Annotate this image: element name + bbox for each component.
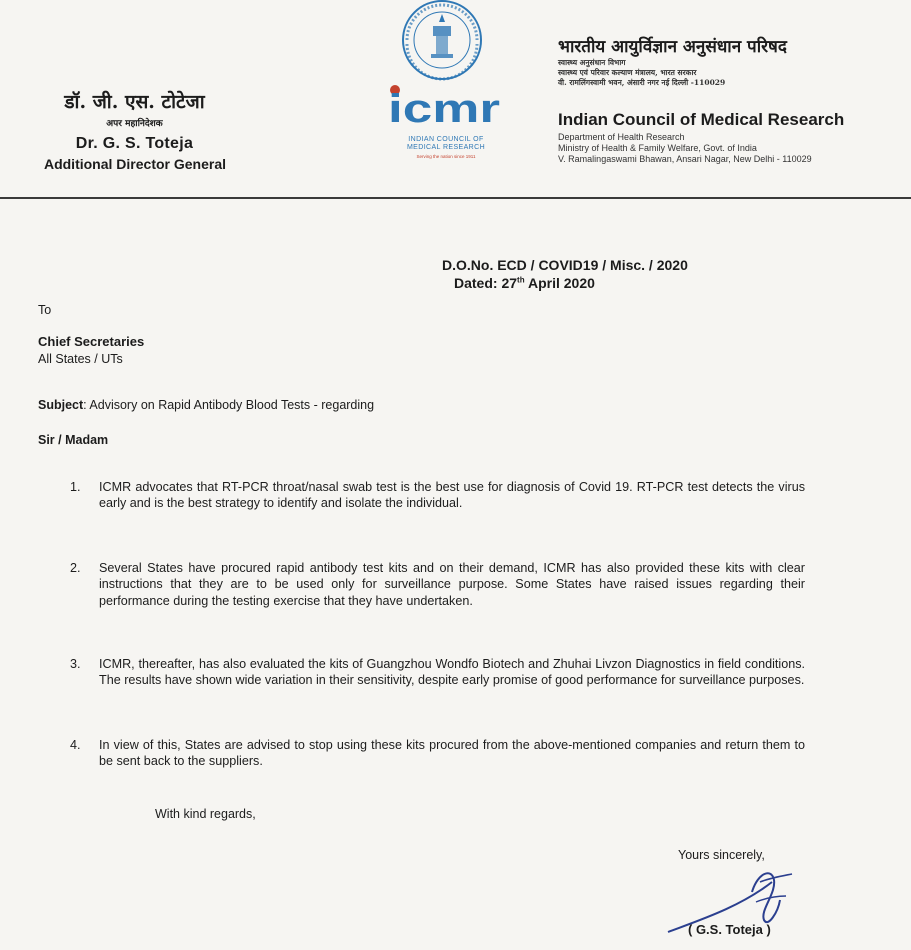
- icmr-wordmark-logo: [386, 84, 506, 124]
- paragraph-2: [70, 560, 805, 628]
- paragraph-text: ICMR advocates that RT-PCR throat/nasal swab test is the best use for diagnosis of Covid 19. RT-PCR test detects the virus early and is the best strategy to identify and isolate the individual.: [99, 480, 805, 511]
- recipient-title: Chief Secretaries: [38, 334, 145, 349]
- to-label: To: [38, 303, 52, 317]
- signer-name: ( G.S. Toteja ): [688, 922, 771, 937]
- org-line-hindi: स्वास्थ्य अनुसंधान विभाग: [558, 58, 626, 67]
- paragraph-1: [70, 479, 805, 531]
- org-line-hindi: वी. रामलिंगस्वामी भवन, अंसारी नगर नई दिल्ली -110029: [558, 78, 726, 87]
- paragraph-text: ICMR, thereafter, has also evaluated the kits of Guangzhou Wondfo Biotech and Zhuhai Livzon Diagnostics in field conditions. The results have shown wide variation in their sensitivity, despite early promise of good performance for surveillance purposes.: [99, 657, 805, 688]
- author-name: Dr. G. S. Toteja: [75, 135, 194, 152]
- author-title: Additional Director General: [43, 156, 227, 172]
- svg-text:icmr: icmr: [388, 87, 500, 124]
- subject-line: Subject: Advisory on Rapid Antibody Blood Tests - regarding: [38, 398, 375, 412]
- author-title-hindi: अपर महानिदेशक: [106, 119, 163, 129]
- org-line: Department of Health Research: [558, 132, 685, 142]
- recipient-subtitle: All States / UTs: [38, 352, 123, 366]
- org-line: V. Ramalingaswami Bhawan, Ansari Nagar, New Delhi - 110029: [558, 154, 812, 164]
- paragraph-4: [70, 737, 805, 773]
- author-name-hindi: डॉ. जी. एस. टोटेजा: [64, 91, 205, 113]
- paragraph-text: In view of this, States are advised to stop using these kits procured from the above-mentioned companies and return them to be sent back to the suppliers.: [99, 738, 805, 769]
- reference-number: D.O.No. ECD / COVID19 / Misc. / 2020: [442, 257, 688, 273]
- org-line: Ministry of Health & Family Welfare, Govt. of India: [558, 143, 757, 153]
- paragraph-number: 1.: [70, 480, 81, 494]
- logo-subtitle: INDIAN COUNCIL OF MEDICAL RESEARCH: [406, 136, 486, 151]
- org-line-hindi: स्वास्थ्य एवं परिवार कल्याण मंत्रालय, भारत सरकार: [558, 68, 697, 77]
- org-name: Indian Council of Medical Research: [558, 110, 845, 129]
- closing-line: With kind regards,: [155, 807, 256, 821]
- paragraph-number: 2.: [70, 561, 81, 575]
- salutation: Sir / Madam: [38, 433, 109, 447]
- logo-tagline: Serving the nation since 1911: [416, 154, 476, 159]
- paragraph-number: 3.: [70, 657, 81, 671]
- letterhead-divider: [0, 197, 911, 199]
- icmr-seal-logo: [387, 0, 497, 84]
- org-name-hindi: भारतीय आयुर्विज्ञान अनुसंधान परिषद: [558, 37, 787, 57]
- paragraph-3: [70, 656, 805, 708]
- sign-off: Yours sincerely,: [678, 848, 765, 862]
- paragraph-text: Several States have procured rapid antibody test kits and on their demand, ICMR has also provided these kits with clear instructions that they are to be used only for surveillance purpose. Some States have raised issues regarding their performance during the testing exercise that they have undertaken.: [99, 561, 805, 608]
- reference-date: Dated: 27th April 2020: [454, 275, 595, 291]
- paragraph-number: 4.: [70, 738, 81, 752]
